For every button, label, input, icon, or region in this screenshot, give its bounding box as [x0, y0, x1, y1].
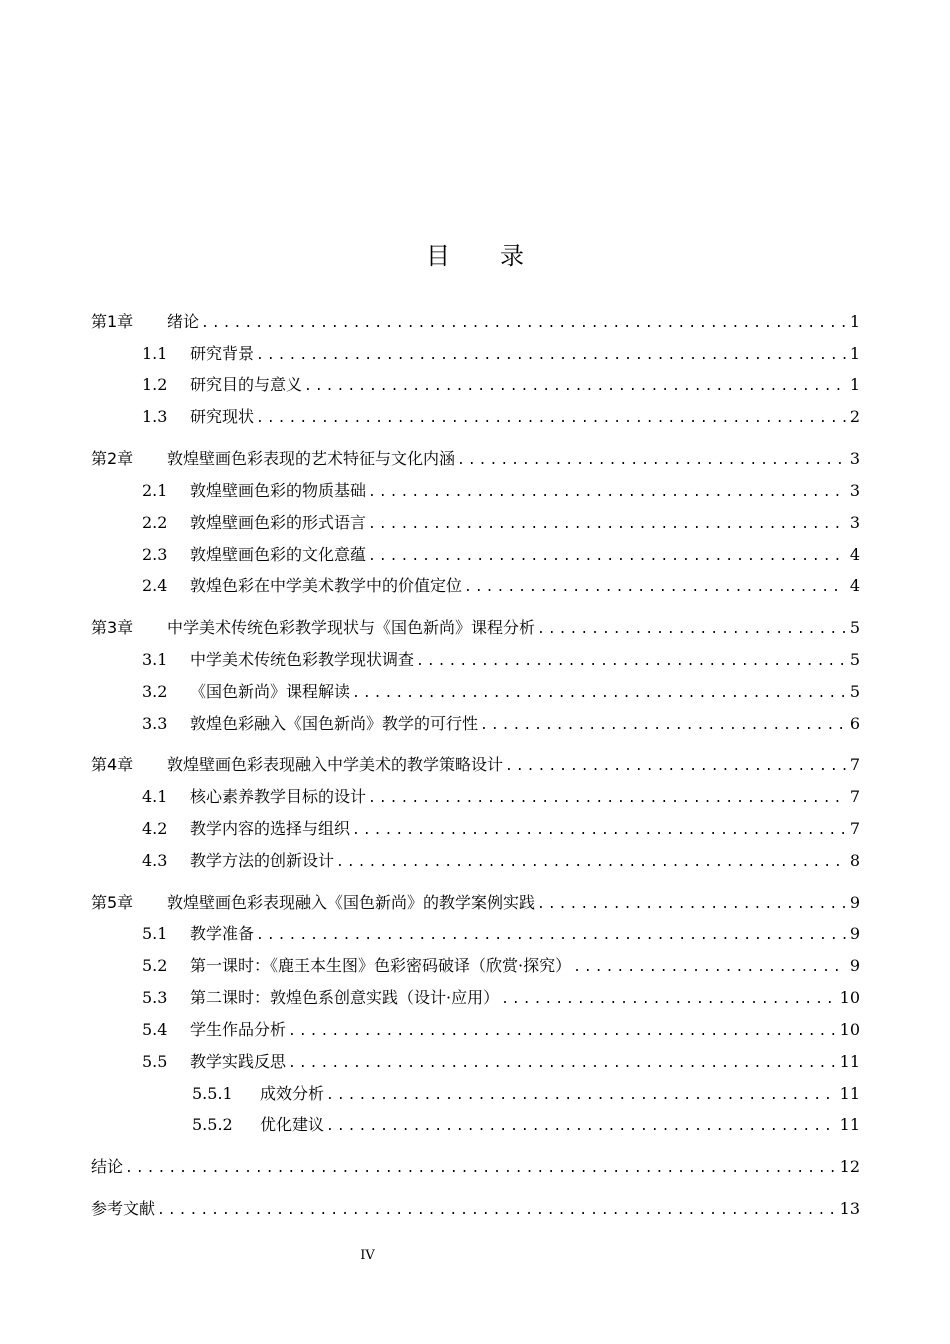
toc-entry-number: 5.1 [142, 924, 168, 943]
toc-entry-title: 敦煌色彩在中学美术教学中的价值定位 [190, 576, 463, 595]
toc-entry-title: 敦煌壁画色彩表现融入《国色新尚》的教学案例实践 [167, 893, 536, 912]
toc-entry-number: 第5章 [91, 893, 134, 912]
toc-entry-section[interactable] [142, 1049, 860, 1075]
toc-entry-number: 1.1 [142, 344, 168, 363]
toc-entry-section[interactable] [142, 784, 860, 810]
leader-dots [368, 544, 846, 570]
toc-entry-title: 教学内容的选择与组织 [190, 819, 351, 838]
toc-entry-number: 第3章 [91, 618, 134, 637]
toc-entry-title: 学生作品分析 [190, 1020, 287, 1039]
toc-entry-section[interactable] [142, 573, 860, 599]
toc-entry-page: 9 [849, 893, 860, 912]
toc-entry-number: 2.1 [142, 481, 168, 500]
leader-dots [480, 713, 846, 739]
toc-entry-chapter-1[interactable] [91, 309, 860, 335]
leader-dots [416, 649, 846, 675]
toc-entry-conclusion[interactable] [91, 1154, 860, 1180]
leader-dots [256, 406, 846, 432]
toc-entry-number: 5.2 [142, 956, 168, 975]
toc-entry-page: 1 [849, 375, 860, 394]
toc-entry-page: 4 [849, 576, 860, 595]
leader-dots [464, 575, 846, 601]
toc-entry-section[interactable] [142, 953, 860, 979]
toc-entry-section[interactable] [142, 542, 860, 568]
toc-entry-number: 5.4 [142, 1020, 168, 1039]
toc-entry-page: 13 [839, 1199, 860, 1218]
toc-entry-page: 11 [839, 1084, 860, 1103]
leader-dots [501, 987, 836, 1013]
toc-entry-chapter-4[interactable] [91, 752, 860, 778]
toc-entry-page: 12 [839, 1157, 860, 1176]
toc-entry-page: 7 [849, 819, 860, 838]
leader-dots [457, 448, 846, 474]
toc-entry-page: 3 [849, 449, 860, 468]
leader-dots [256, 923, 846, 949]
toc-entry-chapter-3[interactable] [91, 615, 860, 641]
toc-entry-page: 10 [839, 988, 860, 1007]
toc-entry-page: 9 [849, 924, 860, 943]
toc-entry-title: 第一课时：《鹿王本生图》色彩密码破译（欣赏·探究） [190, 956, 572, 975]
leader-dots [352, 818, 846, 844]
toc-entry-page: 10 [839, 1020, 860, 1039]
toc-entry-number: 5.5 [142, 1052, 168, 1071]
toc-entry-number: 4.3 [142, 851, 168, 870]
toc-entry-title: 敦煌壁画色彩的形式语言 [190, 513, 367, 532]
toc-entry-title: 教学实践反思 [190, 1052, 287, 1071]
toc-entry-number: 2.3 [142, 545, 168, 564]
toc-entry-page: 4 [849, 545, 860, 564]
toc-entry-title: 敦煌色彩融入《国色新尚》教学的可行性 [190, 714, 479, 733]
toc-entry-number: 4.1 [142, 787, 168, 806]
leader-dots [336, 850, 846, 876]
footer-page-number: IV [360, 1248, 375, 1263]
toc-entry-title: 敦煌壁画色彩表现的艺术特征与文化内涵 [167, 449, 456, 468]
toc-entry-page: 3 [849, 481, 860, 500]
leader-dots [352, 681, 846, 707]
toc-entry-page: 5 [849, 650, 860, 669]
leader-dots [537, 617, 846, 643]
toc-entry-page: 11 [839, 1052, 860, 1071]
toc-entry-section[interactable] [142, 647, 860, 673]
toc-entry-title: 优化建议 [260, 1115, 325, 1134]
toc-entry-number: 5.5.2 [192, 1115, 233, 1134]
toc-entry-section[interactable] [142, 816, 860, 842]
toc-entry-section[interactable] [142, 921, 860, 947]
toc-entry-page: 2 [849, 407, 860, 426]
toc-entry-title: 核心素养教学目标的设计 [190, 787, 367, 806]
leader-dots [304, 374, 846, 400]
toc-entry-section[interactable] [142, 478, 860, 504]
toc-entry-section[interactable] [142, 510, 860, 536]
toc-entry-number: 3.2 [142, 682, 168, 701]
toc-entry-title: 研究背景 [190, 344, 255, 363]
leader-dots [537, 892, 846, 918]
toc-entry-number: 4.2 [142, 819, 168, 838]
toc-entry-number: 5.5.1 [192, 1084, 233, 1103]
toc-entry-title: 教学方法的创新设计 [190, 851, 335, 870]
toc-entry-section[interactable] [142, 985, 860, 1011]
toc-entry-title: 中学美术传统色彩教学现状与《国色新尚》课程分析 [167, 618, 536, 637]
toc-entry-title: 第二课时：敦煌色系创意实践（设计·应用） [190, 988, 500, 1007]
toc-entry-number: 第2章 [91, 449, 134, 468]
toc-entry-page: 5 [849, 682, 860, 701]
toc-entry-number: 2.4 [142, 576, 168, 595]
toc-entry-section[interactable] [142, 372, 860, 398]
toc-entry-title: 参考文献 [91, 1199, 156, 1218]
toc-entry-section[interactable] [142, 404, 860, 430]
leader-dots [157, 1198, 836, 1224]
toc-entry-page: 1 [849, 344, 860, 363]
toc-entry-title: 敦煌壁画色彩的物质基础 [190, 481, 367, 500]
toc-entry-page: 1 [849, 312, 860, 331]
toc-entry-page: 7 [849, 755, 860, 774]
toc-entry-title: 研究现状 [190, 407, 255, 426]
toc-entry-section[interactable] [142, 711, 860, 737]
toc-entry-page: 6 [849, 714, 860, 733]
toc-entry-title: 教学准备 [190, 924, 255, 943]
leader-dots [288, 1051, 836, 1077]
toc-entry-page: 5 [849, 618, 860, 637]
toc-entry-number: 3.3 [142, 714, 168, 733]
toc-entry-number: 1.2 [142, 375, 168, 394]
leader-dots [125, 1156, 836, 1182]
toc-entry-title: 中学美术传统色彩教学现状调查 [190, 650, 415, 669]
leader-dots [288, 1019, 836, 1045]
leader-dots [573, 955, 846, 981]
toc-entry-title: 敦煌壁画色彩的文化意蕴 [190, 545, 367, 564]
toc-entry-number: 5.3 [142, 988, 168, 1007]
toc-entry-chapter-5[interactable] [91, 890, 860, 916]
toc-entry-number: 第1章 [91, 312, 134, 331]
toc-entry-page: 9 [849, 956, 860, 975]
toc-entry-section[interactable] [142, 1017, 860, 1043]
toc-entry-title: 成效分析 [260, 1084, 325, 1103]
toc-entry-page: 8 [849, 851, 860, 870]
toc-entry-section[interactable] [142, 679, 860, 705]
toc-entry-title: 研究目的与意义 [190, 375, 303, 394]
toc-entry-number: 第4章 [91, 755, 134, 774]
leader-dots [368, 480, 846, 506]
leader-dots [326, 1114, 836, 1140]
leader-dots [256, 343, 846, 369]
toc-entry-page: 7 [849, 787, 860, 806]
toc-entry-number: 2.2 [142, 513, 168, 532]
toc-entry-number: 3.1 [142, 650, 168, 669]
toc-entry-references[interactable] [91, 1196, 860, 1222]
toc-entry-subsection[interactable] [192, 1081, 860, 1107]
toc-entry-number: 1.3 [142, 407, 168, 426]
leader-dots [368, 512, 846, 538]
toc-entry-title: 绪论 [167, 312, 200, 331]
leader-dots [368, 786, 846, 812]
leader-dots [201, 311, 846, 337]
toc-entry-title: 《国色新尚》课程解读 [190, 682, 351, 701]
toc-entry-section[interactable] [142, 341, 860, 367]
toc-entry-chapter-2[interactable] [91, 446, 860, 472]
toc-entry-subsection[interactable] [192, 1112, 860, 1138]
page-title: 目录 [426, 242, 574, 270]
toc-entry-page: 11 [839, 1115, 860, 1134]
leader-dots [326, 1083, 836, 1109]
toc-entry-page: 3 [849, 513, 860, 532]
toc-entry-title: 敦煌壁画色彩表现融入中学美术的教学策略设计 [167, 755, 504, 774]
toc-entry-section[interactable] [142, 848, 860, 874]
toc-entry-title: 结论 [91, 1157, 124, 1176]
leader-dots [505, 754, 846, 780]
